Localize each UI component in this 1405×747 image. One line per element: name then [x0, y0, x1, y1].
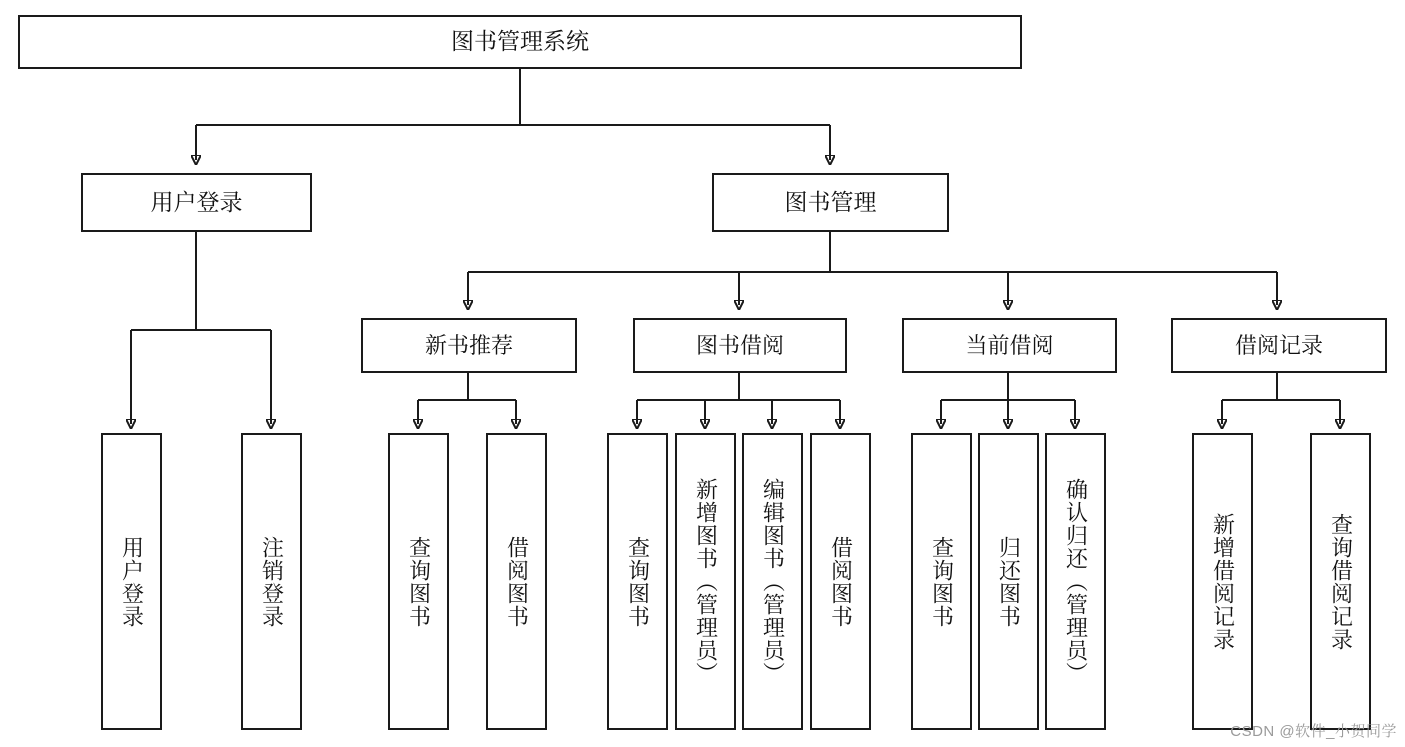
leaf-borrow-add-book[interactable]: 新增图书（管理员） [675, 433, 736, 730]
leaf-records-search-record[interactable]: 查询借阅记录 [1310, 433, 1371, 730]
node-user-login[interactable]: 用户登录 [81, 173, 312, 232]
leaf-logout[interactable]: 注销登录 [241, 433, 302, 730]
leaf-borrow-search-book[interactable]: 查询图书 [607, 433, 668, 730]
node-borrow-records[interactable]: 借阅记录 [1171, 318, 1387, 373]
leaf-records-add-record[interactable]: 新增借阅记录 [1192, 433, 1253, 730]
leaf-borrow-borrow-book[interactable]: 借阅图书 [810, 433, 871, 730]
node-book-management[interactable]: 图书管理 [712, 173, 949, 232]
node-book-borrow[interactable]: 图书借阅 [633, 318, 847, 373]
leaf-user-login[interactable]: 用户登录 [101, 433, 162, 730]
leaf-recommend-borrow-book[interactable]: 借阅图书 [486, 433, 547, 730]
node-root[interactable]: 图书管理系统 [18, 15, 1022, 69]
leaf-current-confirm-return[interactable]: 确认归还（管理员） [1045, 433, 1106, 730]
leaf-recommend-search-book[interactable]: 查询图书 [388, 433, 449, 730]
leaf-current-search-book[interactable]: 查询图书 [911, 433, 972, 730]
node-new-book-recommend[interactable]: 新书推荐 [361, 318, 577, 373]
watermark: CSDN @软件_小贺同学 [1230, 723, 1397, 740]
leaf-current-return-book[interactable]: 归还图书 [978, 433, 1039, 730]
node-current-borrow[interactable]: 当前借阅 [902, 318, 1117, 373]
leaf-borrow-edit-book[interactable]: 编辑图书（管理员） [742, 433, 803, 730]
